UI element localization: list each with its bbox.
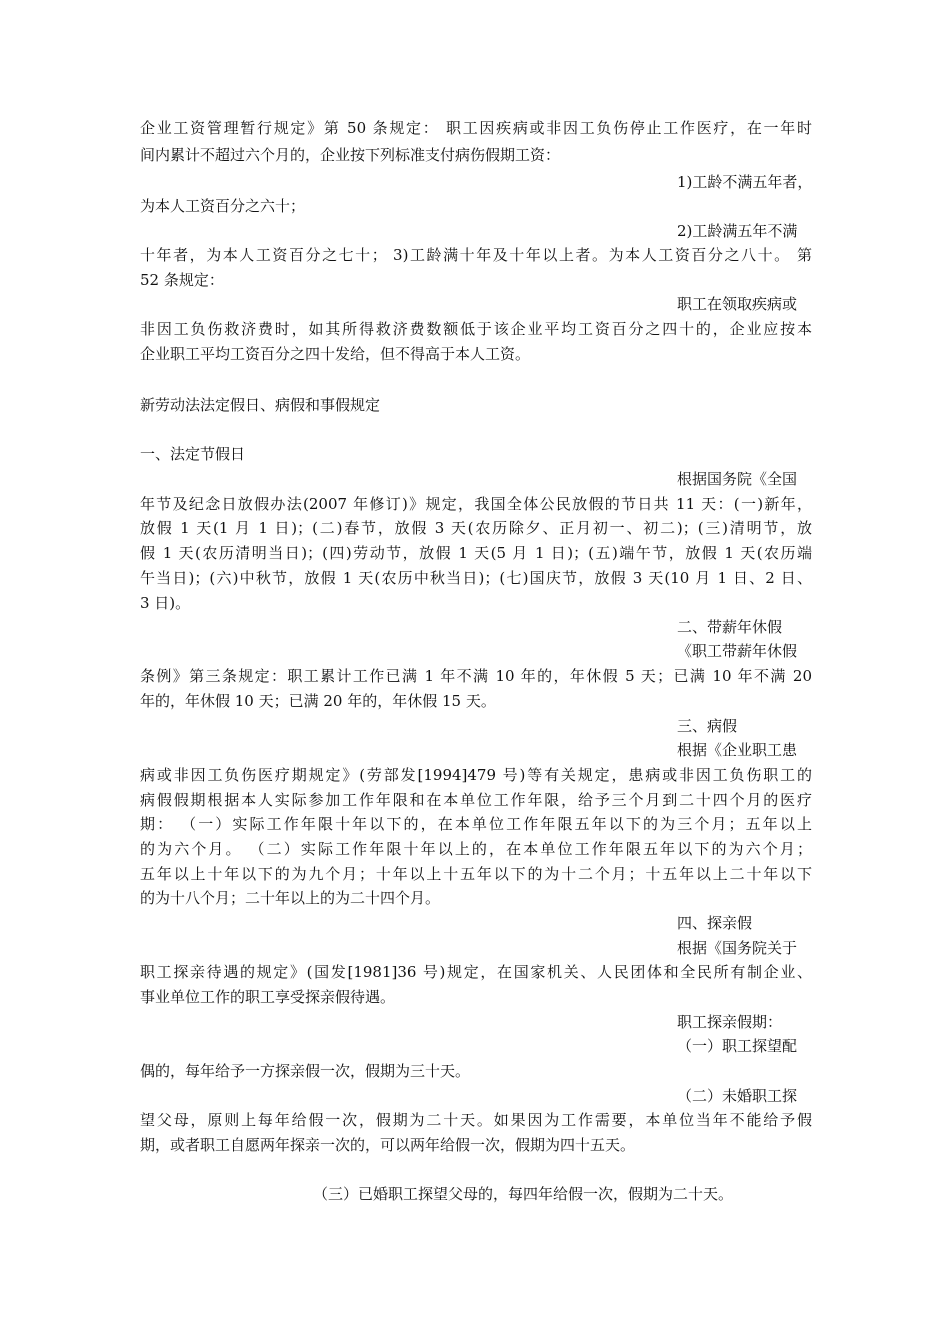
text-line: 午当日)；(六)中秋节，放假 1 天(农历中秋当日)；(七)国庆节，放假 3 天(10 月 1 日、2 日、 [140,569,812,587]
text-line: 年节及纪念日放假办法(2007 年修订)》规定，我国全体公民放假的节日共 11 天：(一)新年， [140,495,812,513]
text-line: 间内累计不超过六个月的，企业按下列标准支付病伤假期工资： [140,146,561,164]
section-heading: 新劳动法法定假日、病假和事假规定 [140,396,381,414]
text-line: 非因工负伤救济费时，如其所得救济费数额低于该企业平均工资百分之四十的，企业应按本 [140,320,812,338]
text-line: 企业工资管理暂行规定》第 50 条规定： 职工因疾病或非因工负伤停止工作医疗，在一年时 [140,119,812,137]
text-line: 事业单位工作的职工享受探亲假待遇。 [140,988,396,1006]
text-line: （三）已婚职工探望父母的，每四年给假一次，假期为二十天。 [313,1185,734,1203]
text-line: 假 1 天(农历清明当日)；(四)劳动节，放假 1 天(5 月 1 日)；(五)端午节，放假 1 天(农历端 [140,544,812,562]
text-line: 病假假期根据本人实际参加工作年限和在本单位工作年限，给予三个月到二十四个月的医疗 [140,791,812,809]
text-line: 职工探亲待遇的规定》(国发[1981]36 号)规定，在国家机关、人民团体和全民所有制企业、 [140,963,812,981]
text-line: 企业职工平均工资百分之四十发给，但不得高于本人工资。 [140,345,531,363]
text-line: 根据《国务院关于 [677,939,798,957]
text-line: 期： （一）实际工作年限十年以下的，在本单位工作年限五年以下的为三个月；五年以上 [140,815,812,833]
section-heading: 二、带薪年休假 [677,618,783,636]
text-line: 根据国务院《全国 [677,470,798,488]
text-line: 3 日)。 [140,594,191,612]
text-line: 偶的，每年给予一方探亲假一次，假期为三十天。 [140,1062,471,1080]
section-heading: 三、病假 [677,717,738,735]
text-line: 2)工龄满五年不满 [677,222,798,240]
text-line: 《职工带薪年休假 [677,642,798,660]
section-heading: 一、法定节假日 [140,445,246,463]
text-line: （一）职工探望配 [677,1037,798,1055]
text-line: 期，或者职工自愿两年探亲一次的，可以两年给假一次，假期为四十五天。 [140,1136,636,1154]
section-heading: 四、探亲假 [677,914,753,932]
text-line: 望父母，原则上每年给假一次，假期为二十天。如果因为工作需要，本单位当年不能给予假 [140,1111,812,1129]
text-line: （二）未婚职工探 [677,1087,798,1105]
text-line: 的为十八个月；二十年以上的为二十四个月。 [140,889,441,907]
text-line: 放假 1 天(1 月 1 日)；(二)春节，放假 3 天(农历除夕、正月初一、初二)；(三)清明节，放 [140,519,812,537]
text-line: 条例》第三条规定：职工累计工作已满 1 年不满 10 年的，年休假 5 天；已满 10 年不满 20 [140,667,812,685]
text-line: 根据《企业职工患 [677,741,798,759]
text-line: 职工探亲假期： [677,1013,783,1031]
text-line: 十年者，为本人工资百分之七十； 3)工龄满十年及十年以上者。为本人工资百分之八十。 第 [140,246,812,264]
text-line: 病或非因工负伤医疗期规定》(劳部发[1994]479 号)等有关规定，患病或非因工负伤职工的 [140,766,812,784]
text-line: 1)工龄不满五年者， [677,173,813,191]
text-line: 职工在领取疾病或 [677,295,798,313]
text-line: 的为六个月。 （二）实际工作年限十年以上的，在本单位工作年限五年以下的为六个月； [140,840,812,858]
text-line: 五年以上十年以下的为九个月；十年以上十五年以下的为十二个月；十五年以上二十年以下 [140,865,812,883]
text-line: 为本人工资百分之六十； [140,197,306,215]
text-line: 52 条规定： [140,271,224,289]
text-line: 年的，年休假 10 天；已满 20 年的，年休假 15 天。 [140,692,496,710]
